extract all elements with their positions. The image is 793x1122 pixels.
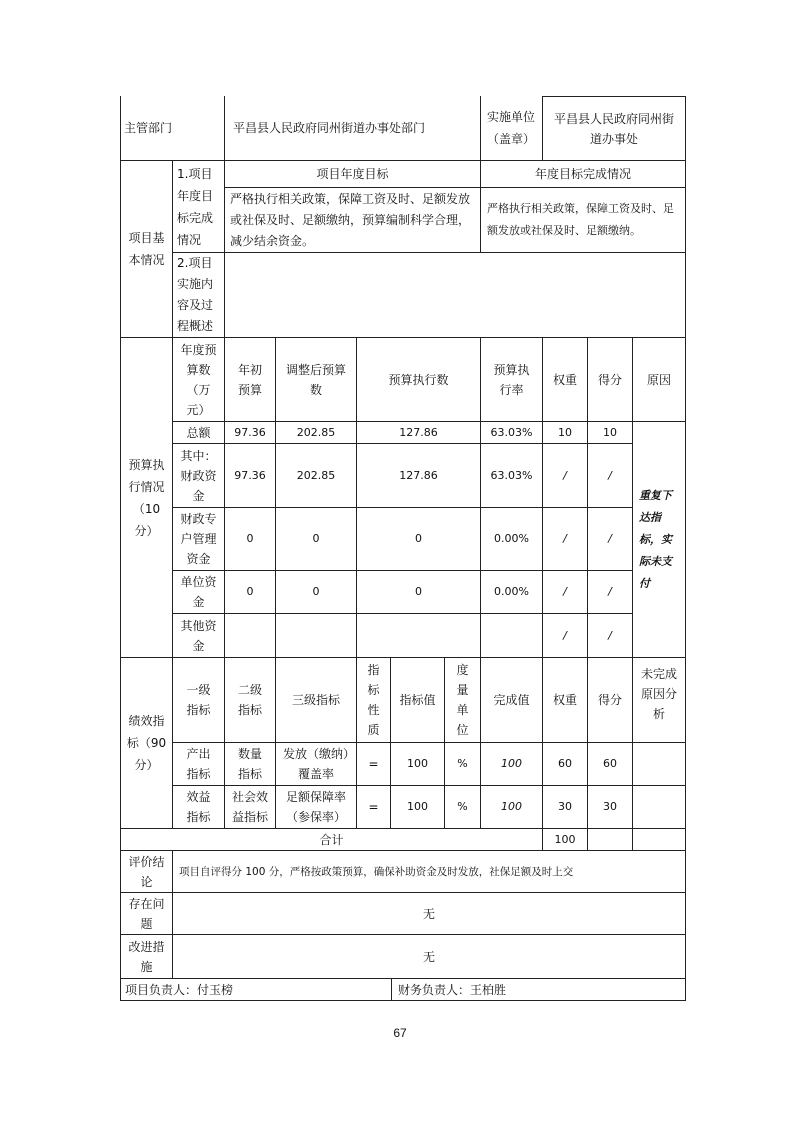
perf-header-unit: 度量单位 [444,657,481,743]
perf-row-reason [632,742,686,786]
perf-row-weight: 60 [542,742,588,786]
issues-text: 无 [172,892,686,935]
budget-row-rate: 0.00% [480,507,543,571]
budget-row-score: / [587,613,633,658]
perf-row-unit: % [444,742,481,786]
budget-row-score: / [587,443,633,508]
budget-row-name: 其中：财政资金 [172,443,225,508]
conclusion-text: 项目自评得分 100 分，严格按政策预算，确保补助资金及时发放，社保足额及时上交 [172,850,686,893]
budget-row-weight: / [542,613,588,658]
total-label: 合计 [120,828,543,851]
budget-row-weight: / [542,507,588,571]
perf-header-l1: 一级指标 [172,657,225,743]
issues-label: 存在问题 [120,892,173,935]
budget-row-name: 单位资金 [172,570,225,614]
budget-section-label: 预算执行情况（10分） [120,337,173,658]
perf-row-l3: 发放（缴纳）覆盖率 [275,742,357,786]
budget-header-rate: 预算执行率 [480,337,543,422]
dept-label: 主管部门 [120,96,225,161]
budget-row-adjusted [275,613,357,658]
budget-row-adjusted: 202.85 [275,443,357,508]
finance-lead: 财务负责人：王柏胜 [391,978,686,1001]
improvements-label: 改进措施 [120,934,173,979]
budget-row-executed: 127.86 [356,443,481,508]
perf-row-l1: 产出指标 [172,742,225,786]
budget-header-reason: 原因 [632,337,686,422]
budget-row-weight: / [542,443,588,508]
total-weight: 100 [542,828,588,851]
budget-row-name: 其他资金 [172,613,225,658]
budget-row-score: / [587,507,633,571]
budget-row-rate: 0.00% [480,570,543,614]
perf-row-l2: 社会效益指标 [224,785,276,829]
budget-row-name: 总额 [172,421,225,444]
budget-row-name: 财政专户管理资金 [172,507,225,571]
budget-row-rate: 63.03% [480,443,543,508]
perf-header-target: 指标值 [390,657,445,743]
item2-text [224,252,686,338]
budget-row-initial [224,613,276,658]
budget-row-initial: 0 [224,570,276,614]
budget-row-executed: 0 [356,507,481,571]
dept-value: 平昌县人民政府同州街道办事处部门 [224,96,481,161]
budget-header-score: 得分 [587,337,633,422]
budget-row-executed: 127.86 [356,421,481,444]
perf-row-weight: 30 [542,785,588,829]
basic-section-label: 项目基本情况 [120,160,173,338]
budget-reason: 重复下达指标，实际未支付 [632,421,686,658]
conclusion-label: 评价结论 [120,850,173,893]
page-number: 67 [393,1026,407,1040]
budget-header-weight: 权重 [542,337,588,422]
budget-row-adjusted: 0 [275,507,357,571]
completion-header: 年度目标完成情况 [480,160,686,188]
budget-row-score: 10 [587,421,633,444]
perf-header-reason: 未完成原因分析 [632,657,686,743]
total-reason [632,828,686,851]
total-score [587,828,633,851]
budget-header-initial: 年初预算 [224,337,276,422]
perf-row-actual: 100 [480,785,543,829]
impl-unit-value: 平昌县人民政府同州街道办事处 [542,96,686,161]
budget-row-rate: 63.03% [480,421,543,444]
budget-header-executed: 预算执行数 [356,337,481,422]
budget-row-initial: 97.36 [224,421,276,444]
perf-section-label: 绩效指标（90分） [120,657,173,829]
budget-row-weight: / [542,570,588,614]
budget-header-adjusted: 调整后预算数 [275,337,357,422]
budget-row-initial: 0 [224,507,276,571]
budget-header-annual: 年度预算数（万元） [172,337,225,422]
perf-row-l2: 数量指标 [224,742,276,786]
perf-header-l3: 三级指标 [275,657,357,743]
perf-header-score: 得分 [587,657,633,743]
budget-row-executed: 0 [356,570,481,614]
budget-row-adjusted: 0 [275,570,357,614]
budget-row-executed [356,613,481,658]
project-lead: 项目负责人：付玉榜 [120,978,392,1001]
perf-row-score: 60 [587,742,633,786]
perf-row-actual: 100 [480,742,543,786]
budget-row-score: / [587,570,633,614]
perf-row-nature: = [356,742,391,786]
perf-row-target: 100 [390,785,445,829]
perf-header-nature: 指标性质 [356,657,391,743]
impl-unit-label: 实施单位（盖章） [480,96,543,161]
item1-label: 1.项目年度目标完成情况 [172,160,225,253]
perf-header-l2: 二级指标 [224,657,276,743]
budget-row-initial: 97.36 [224,443,276,508]
perf-row-l1: 效益指标 [172,785,225,829]
perf-row-reason [632,785,686,829]
perf-row-target: 100 [390,742,445,786]
budget-row-adjusted: 202.85 [275,421,357,444]
item2-label: 2.项目实施内容及过程概述 [172,252,225,338]
budget-row-rate [480,613,543,658]
budget-row-weight: 10 [542,421,588,444]
perf-row-l3: 足额保障率（参保率） [275,785,357,829]
completion-text: 严格执行相关政策，保障工资及时、足额发放或社保及时、足额缴纳。 [480,187,686,253]
goal-header: 项目年度目标 [224,160,481,188]
improvements-text: 无 [172,934,686,979]
perf-row-nature: = [356,785,391,829]
perf-header-actual: 完成值 [480,657,543,743]
perf-header-weight: 权重 [542,657,588,743]
perf-row-unit: % [444,785,481,829]
goal-text: 严格执行相关政策，保障工资及时、足额发放或社保及时、足额缴纳，预算编制科学合理，减少结余资金。 [224,187,481,253]
perf-row-score: 30 [587,785,633,829]
